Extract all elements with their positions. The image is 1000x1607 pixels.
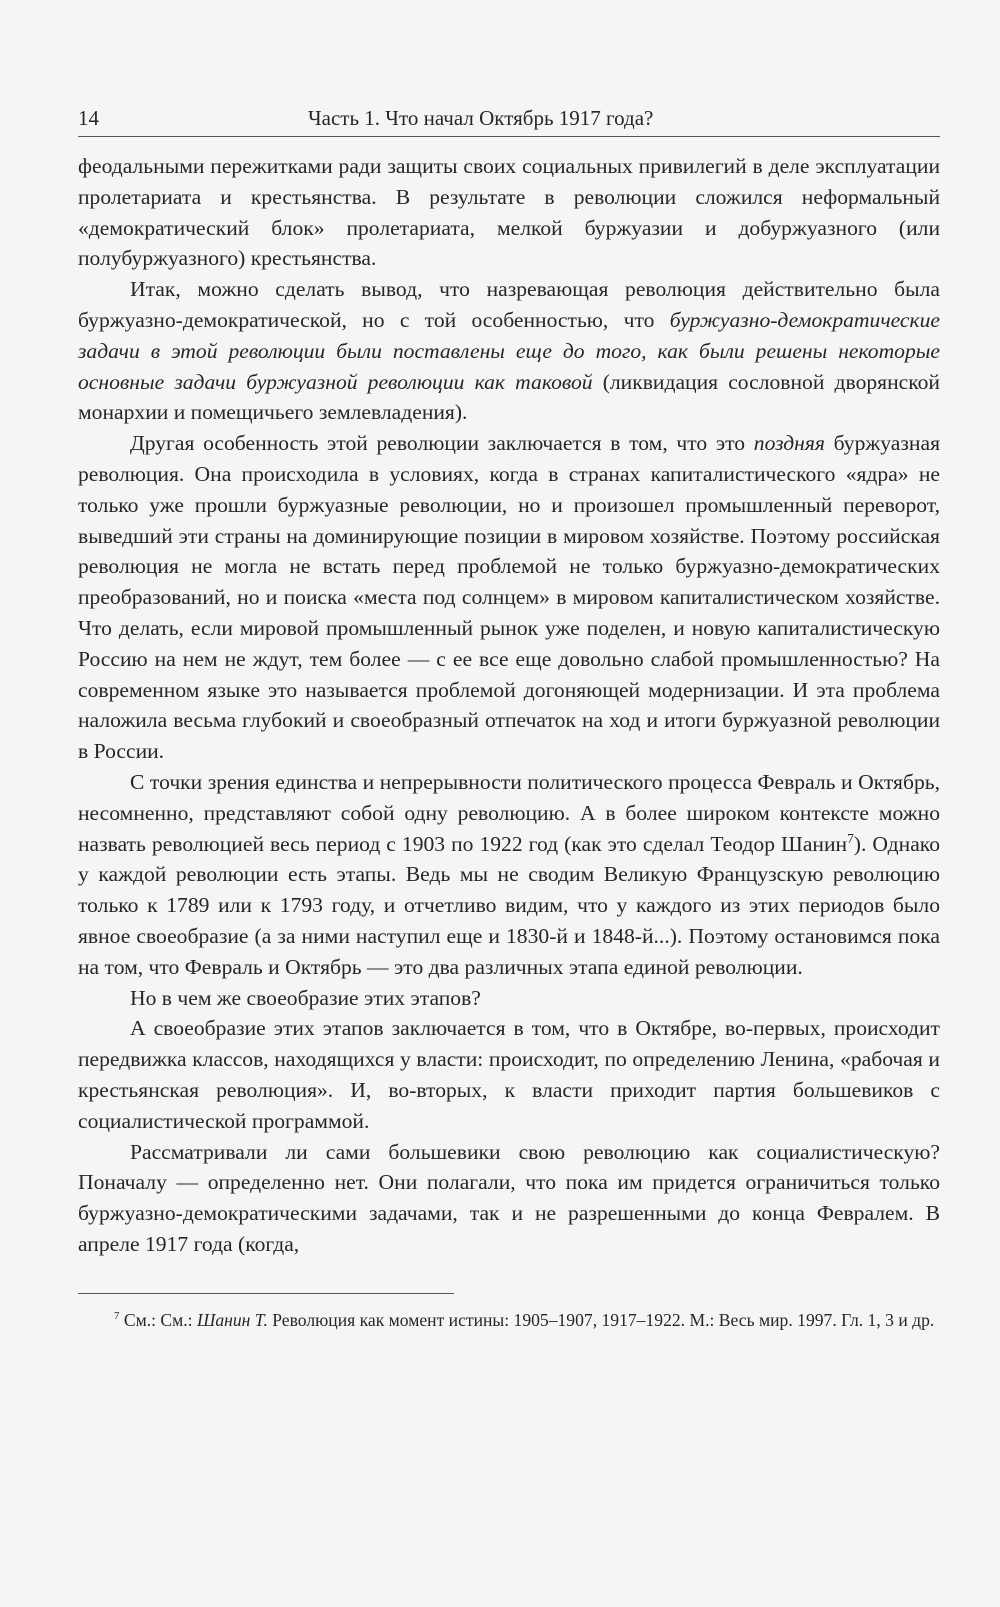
paragraph-3-text: Другая особенность этой революции заключается в том, что это — [130, 431, 754, 456]
paragraph-4-text-end: ). Однако у каждой революции есть этапы. Ведь мы не сводим Великую Французскую революцию только к 1789 или к 1793 году, и отчетливо видим, что у каждого из этих периодов было явное своеобразие (а за ними наступил еще и 1830-й и 1848-й...). Поэтому остановимся пока на том, что Февраль и Октябрь — это два различных этапа единой революции. — [78, 831, 940, 979]
paragraph-3-text-end: буржуазная революция. Она происходила в условиях, когда в странах капиталистического «ядра» не только уже прошли буржуазные революции, но и произошел промышленный переворот, выведший эти страны на доминирующие позиции в мировом хозяйстве. Поэтому российская революция не могла не встать перед проблемой не только буржуазно-демократических преобразований, но и поиска «места под солнцем» в мировом капиталистическом хозяйстве. Что делать, если мировой промышленный рынок уже поделен, и новую капиталистическую Россию на нем не ждут, тем более — с ее все еще довольно слабой промышленностью? На современном языке это называется проблемой догоняющей модернизации. И эта проблема наложила весьма глубокий и своеобразный отпечаток на ход и итоги буржуазной революции в России. — [78, 431, 940, 764]
footnote-number: 7 — [114, 1309, 120, 1322]
body-text — [78, 151, 940, 1260]
paragraph-7: Рассматривали ли сами большевики свою революцию как социалистическую? Поначалу — определенно нет. Они полагали, что пока им придется ограничиться только буржуазно-демократическими задачами, так и не разрешенными до конца Февралем. В апреле 1917 года (когда, — [78, 1139, 940, 1256]
footnote-author: Шанин Т. — [196, 1309, 268, 1330]
running-head — [78, 100, 940, 137]
running-title: Часть 1. Что начал Октябрь 1917 года? — [308, 106, 654, 130]
footnote-text: Революция как момент истины: 1905–1907, 1917–1922. М.: Весь мир. 1997. Гл. 1, 3 и др. — [267, 1309, 935, 1330]
footnote-prefix: См.: См.: — [119, 1309, 197, 1330]
footnote-divider — [78, 1293, 454, 1294]
paragraph-6: А своеобразие этих этапов заключается в том, что в Октябре, во-первых, происходит передвижка классов, находящихся у власти: происходит, по определению Ленина, «рабочая и крестьянская революция». И, во-вторых, к власти приходит партия большевиков с социалистической программой. — [78, 1016, 940, 1133]
paragraph-5: Но в чем же своеобразие этих этапов? — [130, 985, 481, 1010]
footnote-ref[interactable]: 7 — [847, 830, 854, 846]
paragraph-2-text-end: (ликвидация сословной дворянской монархии и помещичьего землевладения). — [78, 369, 940, 425]
paragraph-2-italic: буржуазно-демократические задачи в этой революции были поставлены еще до того, как были решены некоторые основные задачи буржуазной революции как таковой — [78, 307, 940, 394]
paragraph-4-text: С точки зрения единства и непрерывности политического процесса Февраль и Октябрь, несомненно, представляют собой одну революцию. А в более широком контексте можно назвать революцией весь период с 1903 по 1922 год (как это сделал Теодор Шанин — [78, 769, 940, 856]
paragraph-3 — [78, 428, 940, 767]
paragraph-3-italic: поздняя — [753, 431, 825, 456]
paragraph-2 — [78, 274, 940, 428]
page — [78, 100, 940, 1333]
paragraph-4 — [78, 767, 940, 983]
page-number: 14 — [78, 106, 99, 130]
paragraph-1: феодальными пережитками ради защиты своих социальных привилегий в деле эксплуатации пролетариата и крестьянства. В результате в революции сложился неформальный «демократический блок» пролетариата, мелкой буржуазии и добуржуазного (или полубуржуазного) крестьянства. — [78, 154, 940, 271]
footnote — [78, 1307, 940, 1333]
paragraph-2-text: Итак, можно сделать вывод, что назревающая революция действительно была буржуазно-демократической, но с той особенностью, что — [78, 277, 940, 332]
